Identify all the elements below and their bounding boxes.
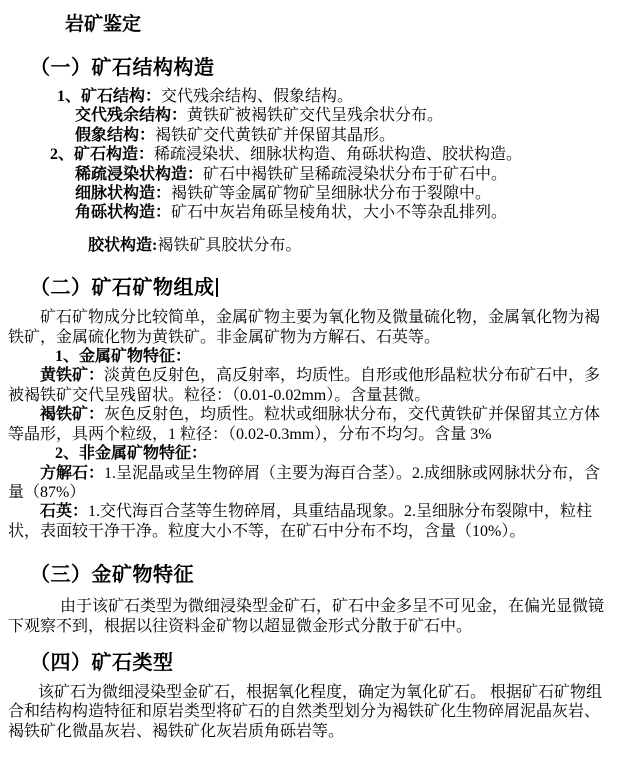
- mineral-description: 淡黄色反射色，高反射率，均质性。自形或他形晶粒状分布矿石中，多被褐铁矿交代呈残留状。粒径：（0.01-0.02mm）。含量甚微。: [8, 367, 601, 404]
- composition-paragraph[interactable]: 矿石矿物成分比较简单，金属矿物主要为氧化物及微量硫化物，金属氧化物为褐铁矿，金属硫化物为黄铁矿。非金属矿物为方解石、石英等。: [8, 309, 601, 346]
- term-text: 褐铁矿交代黄铁矿并保留其晶形。: [155, 126, 396, 144]
- quartz-paragraph[interactable]: [8, 502, 610, 541]
- term-label: 稀疏浸染状构造：: [75, 165, 204, 183]
- ore-type-paragraph[interactable]: 该矿石为微细浸染型金矿石，根据氧化程度，确定为氧化矿石。 根据矿石矿物组合和结构构造特征和原岩类型将矿石的自然类型划分为褐铁矿化生物碎屑泥晶灰岩、褐铁矿化微晶灰岩、褐铁矿化灰岩质角砾岩等。: [8, 683, 603, 740]
- section-heading-2: [30, 276, 610, 301]
- term-label: 胶状构造:: [88, 236, 158, 254]
- mineral-name: 方解石：: [40, 464, 105, 482]
- mineral-name: 黄铁矿：: [40, 367, 105, 385]
- section-heading-4: （四）矿石类型: [30, 651, 174, 674]
- term-label: 交代残余结构：: [75, 107, 188, 125]
- pyrite-paragraph[interactable]: [8, 366, 610, 405]
- term-text: 黄铁矿被褐铁矿交代呈残余状分布。: [187, 107, 444, 125]
- structure-item-6[interactable]: [8, 184, 610, 203]
- section-heading-1: （一）矿石结构构造: [30, 57, 215, 79]
- term-label: 2、矿石构造：: [50, 146, 155, 164]
- structure-item-1[interactable]: [8, 87, 610, 106]
- term-label: 角砾状构造：: [75, 204, 172, 222]
- structure-item-3[interactable]: [8, 126, 610, 145]
- structure-item-5[interactable]: [8, 165, 610, 184]
- subheading-nonmetal-minerals[interactable]: 2、非金属矿物特征：: [55, 445, 208, 463]
- mineral-description: 1.交代海百合茎等生物碎屑，具重结晶现象。2.呈细脉分布裂隙中，粒柱状，表面较干净干净。粒度大小不等，在矿石中分布不均，含量（10%）。: [8, 503, 593, 540]
- gold-mineral-paragraph[interactable]: 由于该矿石类型为微细浸染型金矿石，矿石中金多呈不可见金，在偏光显微镜下观察不到，根据以往资料金矿物以超显微金形式分散于矿石中。: [8, 598, 605, 635]
- structure-item-4[interactable]: [8, 145, 610, 164]
- mineral-description: 灰色反射色，均质性。粒状或细脉状分布，交代黄铁矿并保留其立方体等晶形，具两个粒级，1 粒径：（0.02-0.3mm），分布不均匀。含量 3%: [8, 406, 601, 443]
- document-title: 岩矿鉴定: [65, 14, 142, 35]
- subheading-metal-minerals[interactable]: 1、金属矿物特征：: [55, 348, 192, 366]
- text-cursor: [216, 278, 218, 297]
- term-text: 矿石中褐铁矿呈稀疏浸染状分布于矿石中。: [203, 165, 508, 183]
- heading-text: （二）矿石矿物组成: [30, 277, 215, 300]
- term-text: 矿石中灰岩角砾呈棱角状，大小不等杂乱排列。: [171, 204, 508, 222]
- term-label: 细脉状构造：: [75, 185, 172, 203]
- term-text: 褐铁矿等金属矿物矿呈细脉状分布于裂隙中。: [171, 185, 492, 203]
- limonite-paragraph[interactable]: [8, 405, 610, 444]
- section-heading-3: （三）金矿物特征: [30, 564, 194, 587]
- structure-item-8[interactable]: [8, 236, 610, 255]
- term-text: 稀疏浸染状、细脉状构造、角砾状构造、胶状构造。: [154, 146, 523, 164]
- mineral-name: 石英：: [40, 503, 89, 521]
- mineral-description: 1.呈泥晶或呈生物碎屑（主要为海百合茎）。2.成细脉或网脉状分布，含量（87%）: [8, 464, 601, 501]
- calcite-paragraph[interactable]: [8, 464, 610, 503]
- mineral-name: 褐铁矿：: [40, 406, 105, 424]
- term-label: 假象结构：: [75, 126, 156, 144]
- term-text: 褐铁矿具胶状分布。: [157, 236, 302, 254]
- term-text: 交代残余结构、假象结构。: [161, 88, 354, 105]
- structure-item-2[interactable]: [8, 106, 610, 125]
- structure-item-7[interactable]: [8, 203, 610, 222]
- term-label: 1、矿石结构：: [57, 88, 162, 105]
